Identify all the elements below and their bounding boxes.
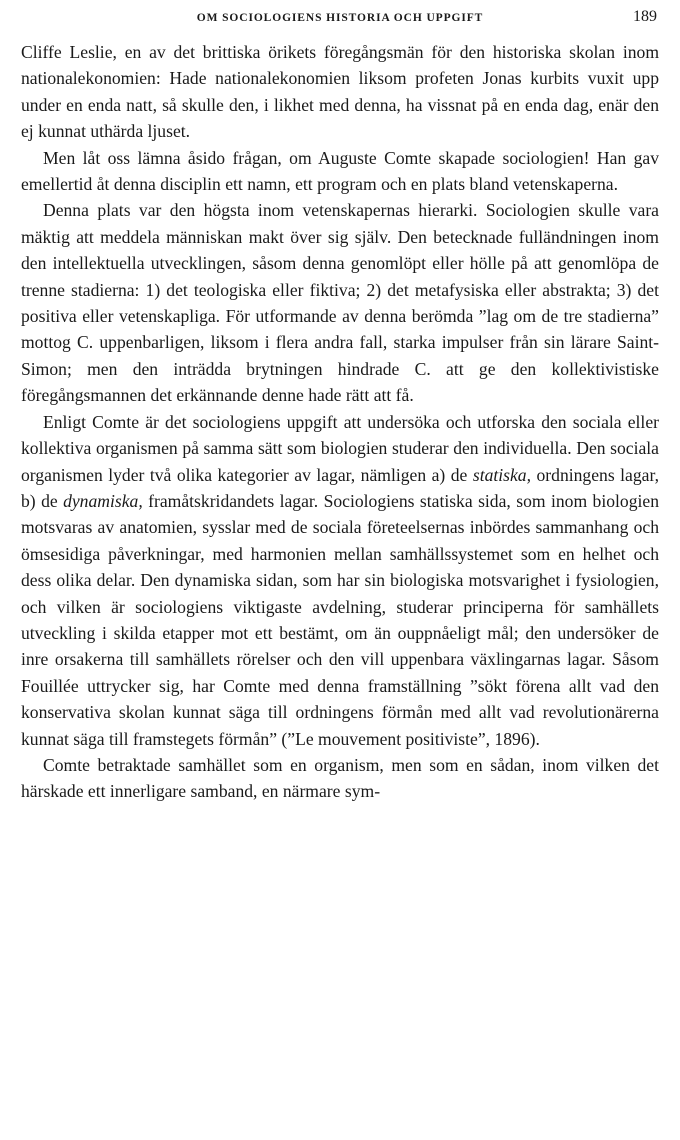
paragraph-3 (21, 197, 659, 408)
paragraph-text: framåtskridandets lagar. Sociologiens statiska sida, som inom biologien motsvaras av anatomien, sysslar med de sociala företeelsernas inbördes sammanhang och ömsesidiga påverkningar, med harmonien mellan samhällssystemet som en helhet och dess olika delar. Den dynamiska sidan, som har sin biologiska motsvarighet i fysiologien, och vilken är sociologiens viktigaste avdelning, studerar principerna för samhällets utveckling i skilda etapper mot ett bestämt, om än ouppnåeligt mål; den undersöker de inre orsakerna till samhällets rörelser och den vill uppenbara växlingarnas lagar. Såsom Fouillée uttrycker sig, har Comte med denna framställning ”sökt förena allt vad den konservativa skolan kunnat säga till ordningens förmån med allt vad revolutionärerna kunnat säga till framstegets förmån” (”Le mouvement positiviste”, 1896). (21, 490, 659, 749)
paragraph-text: ordningens lagar, b) de (21, 464, 660, 511)
italic-term-statiska: statiska, (472, 464, 532, 485)
paragraph-text: Comte betraktade samhället som en organism, men som en sådan, inom vilken det härskade ett innerligare samband, en närmare sym- (21, 754, 659, 802)
paragraph-text: Denna plats var den högsta inom vetenskapernas hierarki. Sociologien skulle vara mäktig att meddela människan makt över sig själv. Den betecknade fulländningen inom den intellektuella utvecklingen, såsom denna genomlöpt eller hölle på att genomlöpa de trenne stadierna: 1) det teologiska eller fiktiva; 2) det metafysiska eller abstrakta; 3) det positiva eller vetenskapliga. För utformande av denna berömda ”lag om de tre stadierna” mottog C. uppenbarligen, liksom i flera andra fall, starka impulser från sin lärare Saint-Simon; men den inträdda brytningen hindrade C. att ge den kollektivistiske föregångsmannen det erkännande denne hade rätt att få. (21, 200, 659, 406)
paragraph-4 (21, 409, 659, 752)
italic-term-dynamiska: dynamiska, (63, 490, 143, 511)
paragraph-1 (21, 39, 659, 145)
running-head: OM SOCIOLOGIENS HISTORIA OCH UPPGIFT (196, 12, 484, 24)
paragraph-text: Enligt Comte är det sociologiens uppgift att undersöka och utforska den sociala eller kollektiva organismen på samma sätt som biologien studerar den individuella. Den sociala organismen lyder två olika kategorier av lagar, nämligen a) de (21, 411, 659, 485)
paragraph-text: Cliffe Leslie, en av det brittiska örikets föregångsmän för den historiska skolan inom nationalekonomien: Hade nationalekonomien liksom profeten Jonas kurbits vuxit upp under en enda natt, så skulle den, i likhet med denna, ha vissnat på en enda dag, enär den ej kunnat uthärda ljuset. (21, 42, 659, 142)
paragraph-2 (21, 145, 659, 198)
page-header (21, 8, 659, 32)
paragraph-5 (21, 752, 659, 805)
body-text (21, 39, 659, 805)
page-number: 189 (633, 8, 657, 25)
book-page (21, 8, 659, 805)
paragraph-text: Men låt oss lämna åsido frågan, om Auguste Comte skapade sociologien! Han gav emellertid åt denna disciplin ett namn, ett program och en plats bland vetenskaperna. (21, 147, 659, 195)
